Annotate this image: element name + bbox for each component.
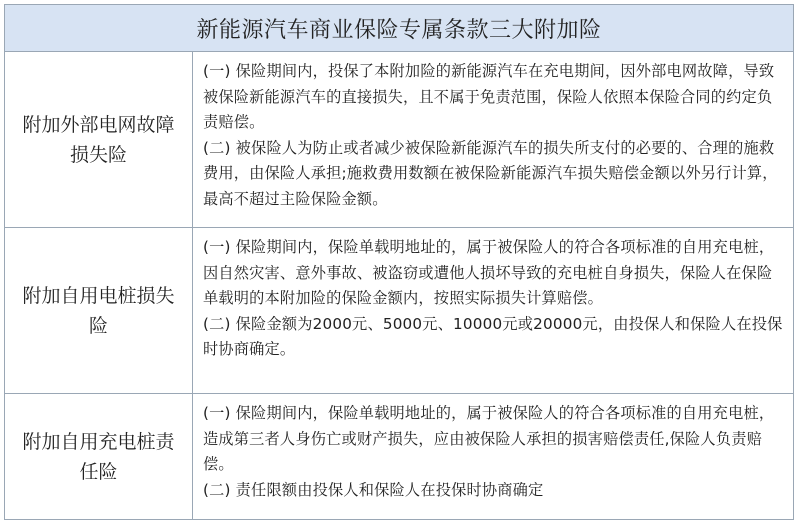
- insurance-table: [4, 4, 794, 520]
- clause-text: (二) 保险金额为2000元、5000元、10000元或20000元，由投保人和保险人在投保时协商确定。: [203, 314, 783, 358]
- clause-text: (二) 责任限额由投保人和保险人在投保时协商确定: [203, 480, 544, 499]
- clause-text: (一) 保险期间内，保险单载明地址的，属于被保险人的符合各项标准的自用充电桩，因自然灾害、意外事故、被盗窃或遭他人损坏导致的充电桩自身损失，保险人在保险单载明的本附加险的保险金额内，按照实际损失计算赔偿。: [203, 238, 775, 307]
- row-name: 附加外部电网故障损失险: [22, 113, 175, 166]
- row-desc-cell: [193, 394, 793, 519]
- clause-text: (二) 被保险人为防止或者减少被保险新能源汽车的损失所支付的必要的、合理的施救费用，由保险人承担;施救费用数额在被保险新能源汽车损失赔偿金额以外另行计算，最高不超过主险保险金额。: [203, 138, 778, 208]
- row-desc-cell: [193, 52, 793, 227]
- table-row: [5, 394, 793, 519]
- clause-text: (一) 保险期间内，投保了本附加险的新能源汽车在充电期间，因外部电网故障，导致被保险新能源汽车的直接损失，且不属于免责范围，保险人依照本保险合同的约定负责赔偿。: [203, 62, 775, 131]
- row-desc-cell: [193, 228, 793, 393]
- row-name: 附加自用充电桩责任险: [22, 430, 175, 483]
- row-name-cell: [5, 228, 193, 393]
- table-row: [5, 52, 793, 228]
- row-name-cell: [5, 394, 193, 519]
- row-name-cell: [5, 52, 193, 227]
- table-row: [5, 228, 793, 394]
- table-title: 新能源汽车商业保险专属条款三大附加险: [5, 5, 793, 52]
- row-name: 附加自用电桩损失险: [22, 284, 175, 337]
- clause-text: (一) 保险期间内，保险单载明地址的，属于被保险人的符合各项标准的自用充电桩，造成第三者人身伤亡或财产损失，应由被保险人承担的损害赔偿责任,保险人负责赔偿。: [203, 404, 775, 473]
